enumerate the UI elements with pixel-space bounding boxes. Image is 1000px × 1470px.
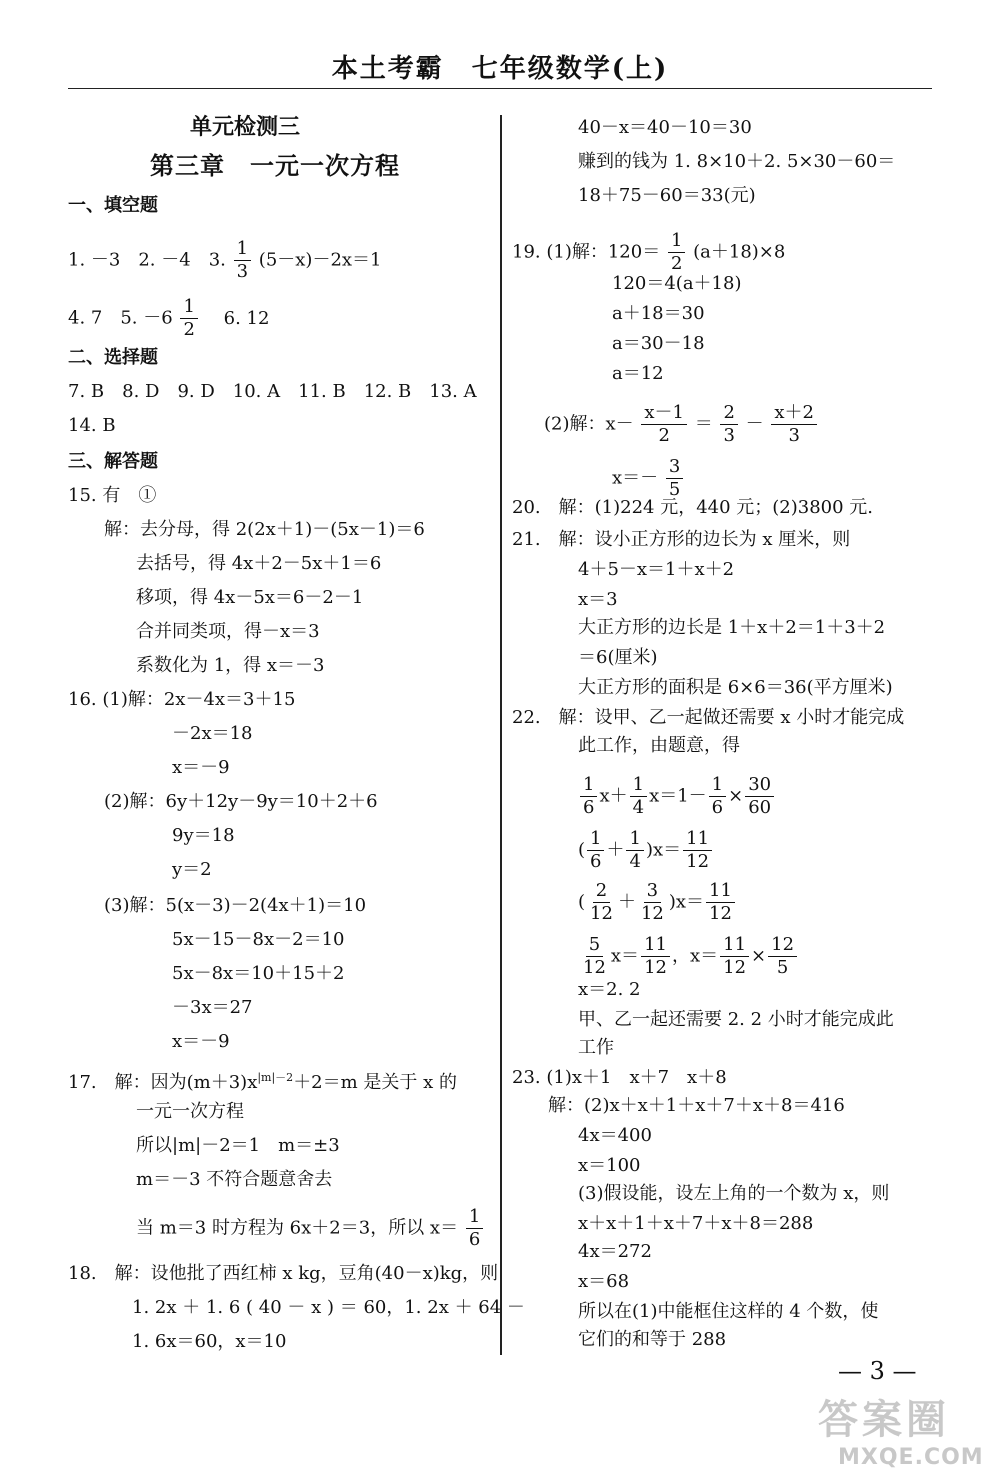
fraction: $\frac{2}{3}$ — [720, 402, 737, 447]
fraction: $\frac{1}{6}$ — [466, 1206, 483, 1251]
q16-line: －2x＝18 — [172, 723, 253, 744]
right-column — [500, 0, 1000, 1467]
fraction: $\frac{11}{12}$ — [683, 828, 712, 873]
q22-equation: $\frac{5}{12}$ x＝ $\frac{11}{12}$ ，x＝ $\frac{11}{12}$ × $\frac{12}{5}$ — [578, 934, 799, 979]
watermark-url: MXQE.COM — [838, 1445, 984, 1470]
q22-line: 22. 解：设甲、乙一起做还需要 x 小时才能完成 — [512, 707, 905, 728]
q22-line: 此工作，由题意，得 — [578, 735, 740, 756]
q17-line: 所以|m|－2＝1 m＝±3 — [136, 1135, 340, 1156]
q21-line: x＝3 — [578, 589, 618, 610]
subject-name: 七年级数学(上) — [471, 54, 669, 84]
q16-line: 9y＝18 — [172, 825, 235, 846]
q17-line: 17. 解：因为$(m+3)x^{|m|-2}+2=m$ 是关于 x 的 — [68, 1071, 458, 1093]
q23-line: 4x＝272 — [578, 1241, 652, 1262]
q23-line: 4x＝400 — [578, 1125, 652, 1146]
q15-line: 解：去分母，得 2(2x＋1)－(5x－1)＝6 — [104, 519, 425, 540]
q19-line: a＝12 — [612, 363, 664, 384]
choice-answers-2: 14. B — [68, 415, 116, 436]
q18-cont: 18＋75－60＝33(元) — [578, 185, 756, 206]
q23-line: x＝68 — [578, 1271, 630, 1292]
q16-line: (2)解：6y＋12y－9y＝10＋2＋6 — [104, 791, 378, 812]
page-number: — 3 — — [838, 1357, 917, 1385]
section-fill: 一、填空题 — [68, 195, 158, 216]
q18-line: 18. 解：设他批了西红柿 x kg，豆角(40－x)kg，则 — [68, 1263, 499, 1284]
q15-line: 去括号，得 4x＋2－5x＋1＝6 — [136, 553, 382, 574]
q16-line: x＝－9 — [172, 757, 230, 778]
q15-line: 15. 有 ① — [68, 485, 157, 506]
q22-equation: ( $\frac{1}{6}$ ＋ $\frac{1}{4}$ )x＝ $\frac{11}{12}$ — [578, 828, 714, 873]
q18-line: 1. 2x ＋ 1. 6 ( 40 － x ) ＝ 60，1. 2x ＋ 64 － — [132, 1297, 525, 1318]
q22-line: 甲、乙一起还需要 2. 2 小时才能完成此 — [578, 1009, 894, 1030]
fraction: $\frac{1}{4}$ — [626, 828, 643, 873]
fraction: $\frac{1}{6}$ — [709, 774, 726, 819]
watermark-text: 答案圈 — [818, 1397, 950, 1443]
answer-q1-3: 1. －3 2. －4 3. $\frac{1}{3}$ (5－x)－2x＝1 — [68, 238, 382, 282]
q21-line: ＝6(厘米) — [578, 647, 658, 668]
section-choice: 二、选择题 — [68, 347, 158, 368]
answer-q4-6: 4. 7 5. －6 $\frac{1}{2}$ 6. 12 — [68, 296, 270, 340]
q15-line: 系数化为 1，得 x＝－3 — [136, 655, 325, 676]
q16-line: 5x－8x＝10＋15＋2 — [172, 963, 345, 984]
fraction: $\frac{x+2}{3}$ — [771, 402, 817, 447]
fraction: $\frac{1}{6}$ — [580, 774, 597, 819]
q16-line: (3)解：5(x－3)－2(4x＋1)＝10 — [104, 895, 367, 916]
fraction: $\frac{x-1}{2}$ — [641, 402, 687, 447]
q18-cont: 赚到的钱为 1. 8×10＋2. 5×30－60＝ — [578, 151, 896, 172]
q19-line: (2)解：x－ $\frac{x-1}{2}$ ＝ $\frac{2}{3}$ － $\frac{x+2}{3}$ — [544, 402, 819, 447]
fraction: $\frac{3}{12}$ — [640, 880, 664, 924]
q15-line: 合并同类项，得－x＝3 — [136, 621, 320, 642]
q23-line: x＝100 — [578, 1155, 641, 1176]
q18-cont: 40－x＝40－10＝30 — [578, 117, 752, 138]
q23-line: x＋x＋1＋x＋7＋x＋8＝288 — [578, 1213, 814, 1234]
fraction: $\frac{1}{6}$ — [587, 828, 604, 873]
fraction: $\frac{30}{60}$ — [745, 774, 774, 819]
q20-line: 20. 解：(1)224 元，440 元；(2)3800 元. — [512, 497, 874, 518]
q23-line: 23. (1)x＋1 x＋7 x＋8 — [512, 1067, 727, 1088]
q16-line: －3x＝27 — [172, 997, 253, 1018]
fraction: $\frac{2}{12}$ — [590, 880, 613, 924]
q23-line: (3)假设能，设左上角的一个数为 x，则 — [578, 1183, 890, 1204]
q22-equation: $\frac{1}{6}$ x＋ $\frac{1}{4}$ x＝1－ $\frac{1}{6}$ × $\frac{30}{60}$ — [578, 774, 776, 819]
q22-equation: ( $\frac{2}{12}$ ＋ $\frac{3}{12}$ )x＝ $\frac{11}{12}$ — [578, 880, 737, 925]
q19-line: x＝－ $\frac{3}{5}$ — [612, 456, 685, 501]
fraction: $\frac{1}{2}$ — [180, 296, 197, 341]
q19-line: 120＝4(a＋18) — [612, 273, 742, 294]
choice-answers-1: 7. B 8. D 9. D 10. A 11. B 12. B 13. A — [68, 381, 477, 402]
q15-line: 移项，得 4x－5x＝6－2－1 — [136, 587, 364, 608]
q19-line: a＝30－18 — [612, 333, 705, 354]
q16-line: 5x－15－8x－2＝10 — [172, 929, 345, 950]
q16-line: 16. (1)解：2x－4x＝3＋15 — [68, 689, 296, 710]
q18-line: 1. 6x＝60，x＝10 — [132, 1331, 287, 1352]
q23-line: 解：(2)x＋x＋1＋x＋7＋x＋8＝416 — [548, 1095, 845, 1116]
q21-line: 大正方形的面积是 6×6＝36(平方厘米) — [578, 677, 893, 698]
q23-line: 它们的和等于 288 — [578, 1329, 727, 1350]
fraction: $\frac{11}{12}$ — [641, 934, 670, 979]
q17-line: 当 m＝3 时方程为 6x＋2＝3，所以 x＝ $\frac{1}{6}$ — [136, 1206, 485, 1251]
fraction: $\frac{11}{12}$ — [706, 880, 735, 925]
fraction: $\frac{1}{2}$ — [668, 230, 685, 275]
watermark-logo — [818, 1388, 998, 1470]
fraction: $\frac{1}{3}$ — [234, 238, 251, 283]
fraction: $\frac{11}{12}$ — [720, 934, 749, 979]
q19-line: a＋18＝30 — [612, 303, 705, 324]
q21-line: 4＋5－x＝1＋x＋2 — [578, 559, 735, 580]
unit-title: 单元检测三 — [190, 115, 301, 140]
q22-line: x＝2. 2 — [578, 979, 641, 1000]
section-solve: 三、解答题 — [68, 451, 158, 472]
book-name: 本土考霸 — [331, 54, 444, 84]
q23-line: 所以在(1)中能框住这样的 4 个数，使 — [578, 1301, 879, 1322]
q16-line: x＝－9 — [172, 1031, 230, 1052]
chapter-title: 第三章 一元一次方程 — [150, 151, 400, 180]
q21-line: 21. 解：设小正方形的边长为 x 厘米，则 — [512, 529, 851, 550]
fraction: $\frac{12}{5}$ — [768, 934, 797, 979]
fraction: $\frac{5}{12}$ — [583, 934, 606, 978]
q17-line: 一元一次方程 — [136, 1101, 244, 1122]
q22-line: 工作 — [578, 1037, 614, 1058]
q16-line: y＝2 — [172, 859, 212, 880]
q21-line: 大正方形的边长是 1＋x＋2＝1＋3＋2 — [578, 617, 886, 638]
fraction: $\frac{3}{5}$ — [666, 456, 683, 501]
q19-line: 19. (1)解：120＝ $\frac{1}{2}$ (a＋18)×8 — [512, 230, 786, 274]
q17-line: m＝－3 不符合题意舍去 — [136, 1169, 333, 1190]
fraction: $\frac{1}{4}$ — [630, 774, 647, 819]
